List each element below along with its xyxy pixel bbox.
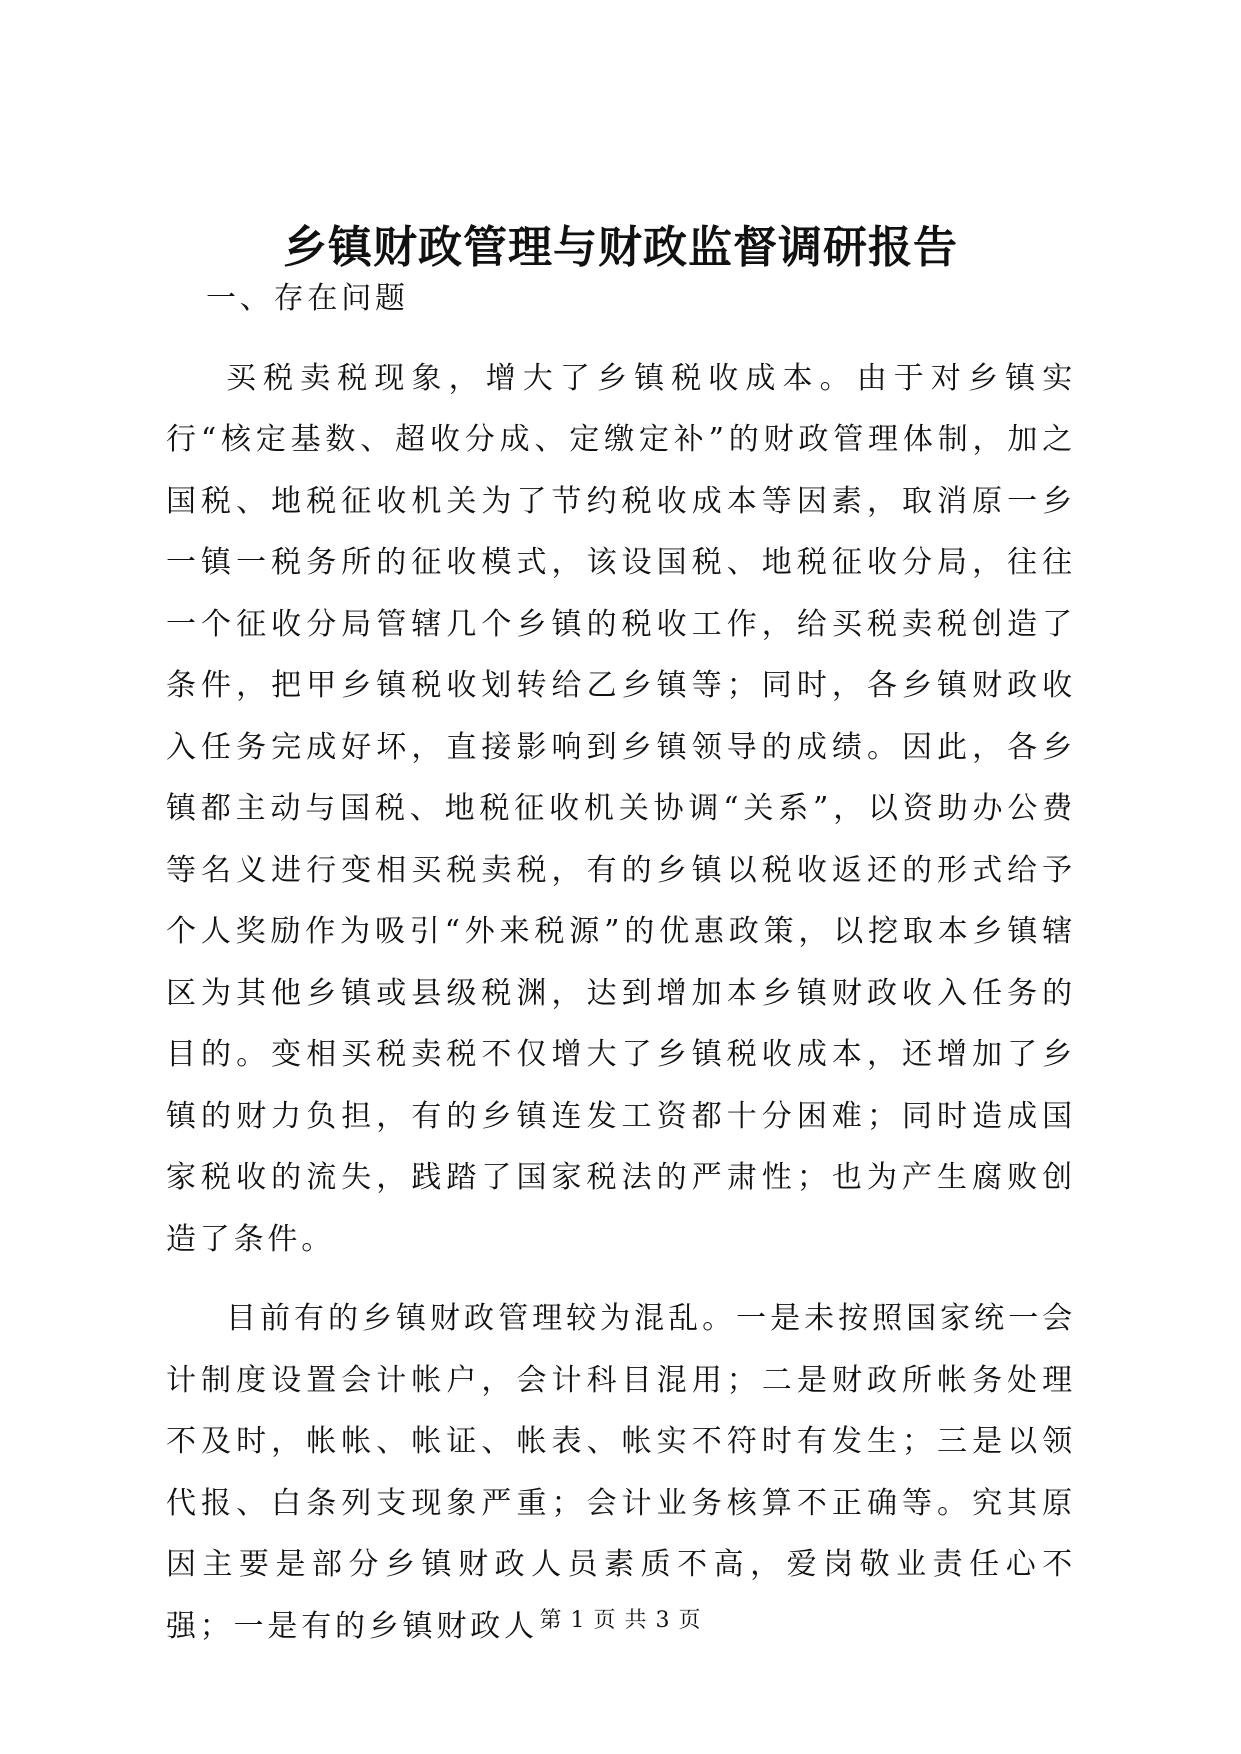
page-footer: 第 1 页 共 3 页 bbox=[539, 1608, 702, 1633]
document-title: 乡镇财政管理与财政监督调研报告 bbox=[283, 222, 958, 273]
document-body bbox=[166, 268, 1076, 1657]
paragraph-finance-management: 目前有的乡镇财政管理较为混乱。一是未按照国家统一会计制度设置会计帐户，会计科目混用；二是财政所帐务处理不及时，帐帐、帐证、帐表、帐实不符时有发生；三是以领代报、白条列支现象严重；会计业务核算不正确等。究其原因主要是部分乡镇财政人员素质不高，爱岗敬业责任心不强；一是有的乡镇财政人 bbox=[166, 1301, 1076, 1644]
paragraph-tax-trading: 买税卖税现象，增大了乡镇税收成本。由于对乡镇实行“核定基数、超收分成、定缴定补”的财政管理体制，加之国税、地税征收机关为了节约税收成本等因素，取消原一乡一镇一税务所的征收模式，该设国税、地税征收分局，往往一个征收分局管辖几个乡镇的税收工作，给买税卖税创造了条件，把甲乡镇税收划转给乙乡镇等；同时，各乡镇财政收入任务完成好坏，直接影响到乡镇领导的成绩。因此，各乡镇都主动与国税、地税征收机关协调“关系”，以资助办公费等名义进行变相买税卖税，有的乡镇以税收返还的形式给予个人奖励作为吸引“外来税源”的优惠政策，以挖取本乡镇辖区为其他乡镇或县级税渊，达到增加本乡镇财政收入任务的目的。变相买税卖税不仅增大了乡镇税收成本，还增加了乡镇的财力负担，有的乡镇连发工资都十分困难；同时造成国家税收的流失，践踏了国家税法的严肃性；也为产生腐败创造了条件。 bbox=[166, 360, 1076, 1257]
section-heading: 一、存在问题 bbox=[206, 281, 409, 316]
